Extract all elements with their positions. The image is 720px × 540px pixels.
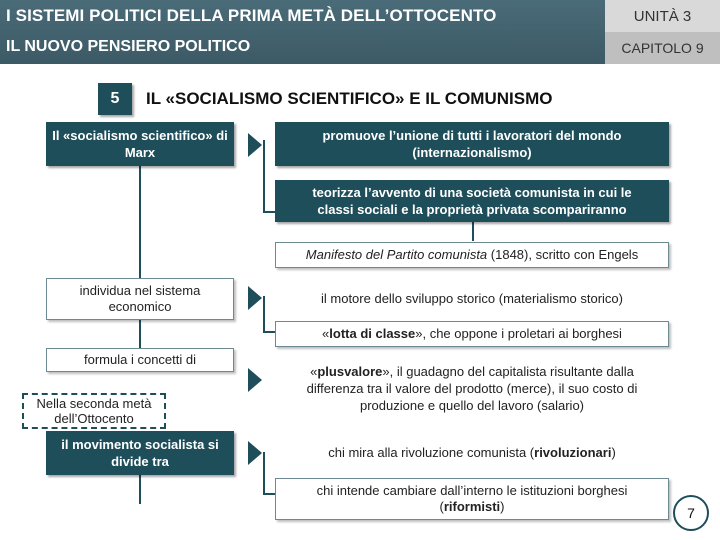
lotta-keyword: lotta di classe: [329, 326, 416, 341]
connector-line: [139, 474, 141, 504]
section-number-badge: 5: [98, 83, 132, 115]
right-arrow-icon: [248, 441, 262, 465]
connector-line: [263, 331, 275, 333]
rivoluzionari-keyword: rivoluzionari: [534, 445, 612, 460]
header-title: I SISTEMI POLITICI DELLA PRIMA METÀ DELL’OTTOCENTO: [6, 6, 497, 25]
individua-box: individua nel sistema economico: [46, 278, 234, 320]
connector-line: [139, 318, 141, 350]
riformisti-keyword: riformisti: [443, 499, 501, 514]
connector-line: [263, 493, 275, 495]
connector-line: [263, 296, 265, 332]
lotta-open-quote: «: [322, 326, 330, 341]
plusvalore-description: », il guadagno del capitalista risultante dalla differenza tra il valore del prodotto (merce), il suo costo di produzione e quello del lavoro (salario): [306, 364, 638, 413]
formula-box: formula i concetti di: [46, 348, 234, 372]
chapter-label: CAPITOLO 9: [605, 32, 720, 64]
manifesto-detail: (1848), scritto con Engels: [487, 247, 639, 262]
rivoluzionari-text: [275, 444, 669, 464]
riformisti-box: [275, 478, 669, 520]
riformisti-close: ): [500, 499, 505, 514]
promuove-box: promuove l’unione di tutti i lavoratori del mondo (internazionalismo): [275, 122, 669, 166]
plusvalore-keyword: plusvalore: [317, 364, 383, 379]
movimento-socialista-box: il movimento socialista si divide tra: [46, 431, 234, 475]
plusvalore-open-quote: «: [310, 364, 318, 379]
connector-line: [263, 140, 265, 212]
right-arrow-icon: [248, 133, 262, 157]
right-arrow-icon: [248, 286, 262, 310]
section-title: IL «SOCIALISMO SCIENTIFICO» E IL COMUNISMO: [146, 89, 553, 108]
unit-label: UNITÀ 3: [605, 0, 720, 32]
dashed-note-box: Nella seconda metà dell’Ottocento: [22, 393, 166, 429]
motore-text: il motore dello sviluppo storico (materialismo storico): [321, 291, 623, 306]
plusvalore-text: [285, 363, 659, 417]
connector-line: [263, 452, 265, 494]
rivoluzionari-close: ): [611, 445, 616, 460]
teorizza-box: teorizza l’avvento di una società comunista in cui le classi sociali e la proprietà privata scompariranno: [275, 180, 669, 222]
connector-line: [139, 165, 141, 280]
header-subtitle: IL NUOVO PENSIERO POLITICO: [6, 38, 251, 55]
right-arrow-icon: [248, 368, 262, 392]
page-number: 7: [673, 495, 709, 531]
connector-line: [263, 211, 275, 213]
manifesto-title: Manifesto del Partito comunista: [305, 247, 488, 262]
manifesto-box: [275, 242, 669, 268]
riformisti-lead: chi intende cambiare dall’interno le istituzioni borghesi (: [316, 483, 628, 514]
rivoluzionari-lead: chi mira alla rivoluzione comunista (: [328, 445, 535, 460]
marx-socialism-box: Il «socialismo scientifico» di Marx: [46, 122, 234, 166]
lotta-di-classe-box: [275, 321, 669, 347]
lotta-description: », che oppone i proletari ai borghesi: [415, 326, 622, 341]
